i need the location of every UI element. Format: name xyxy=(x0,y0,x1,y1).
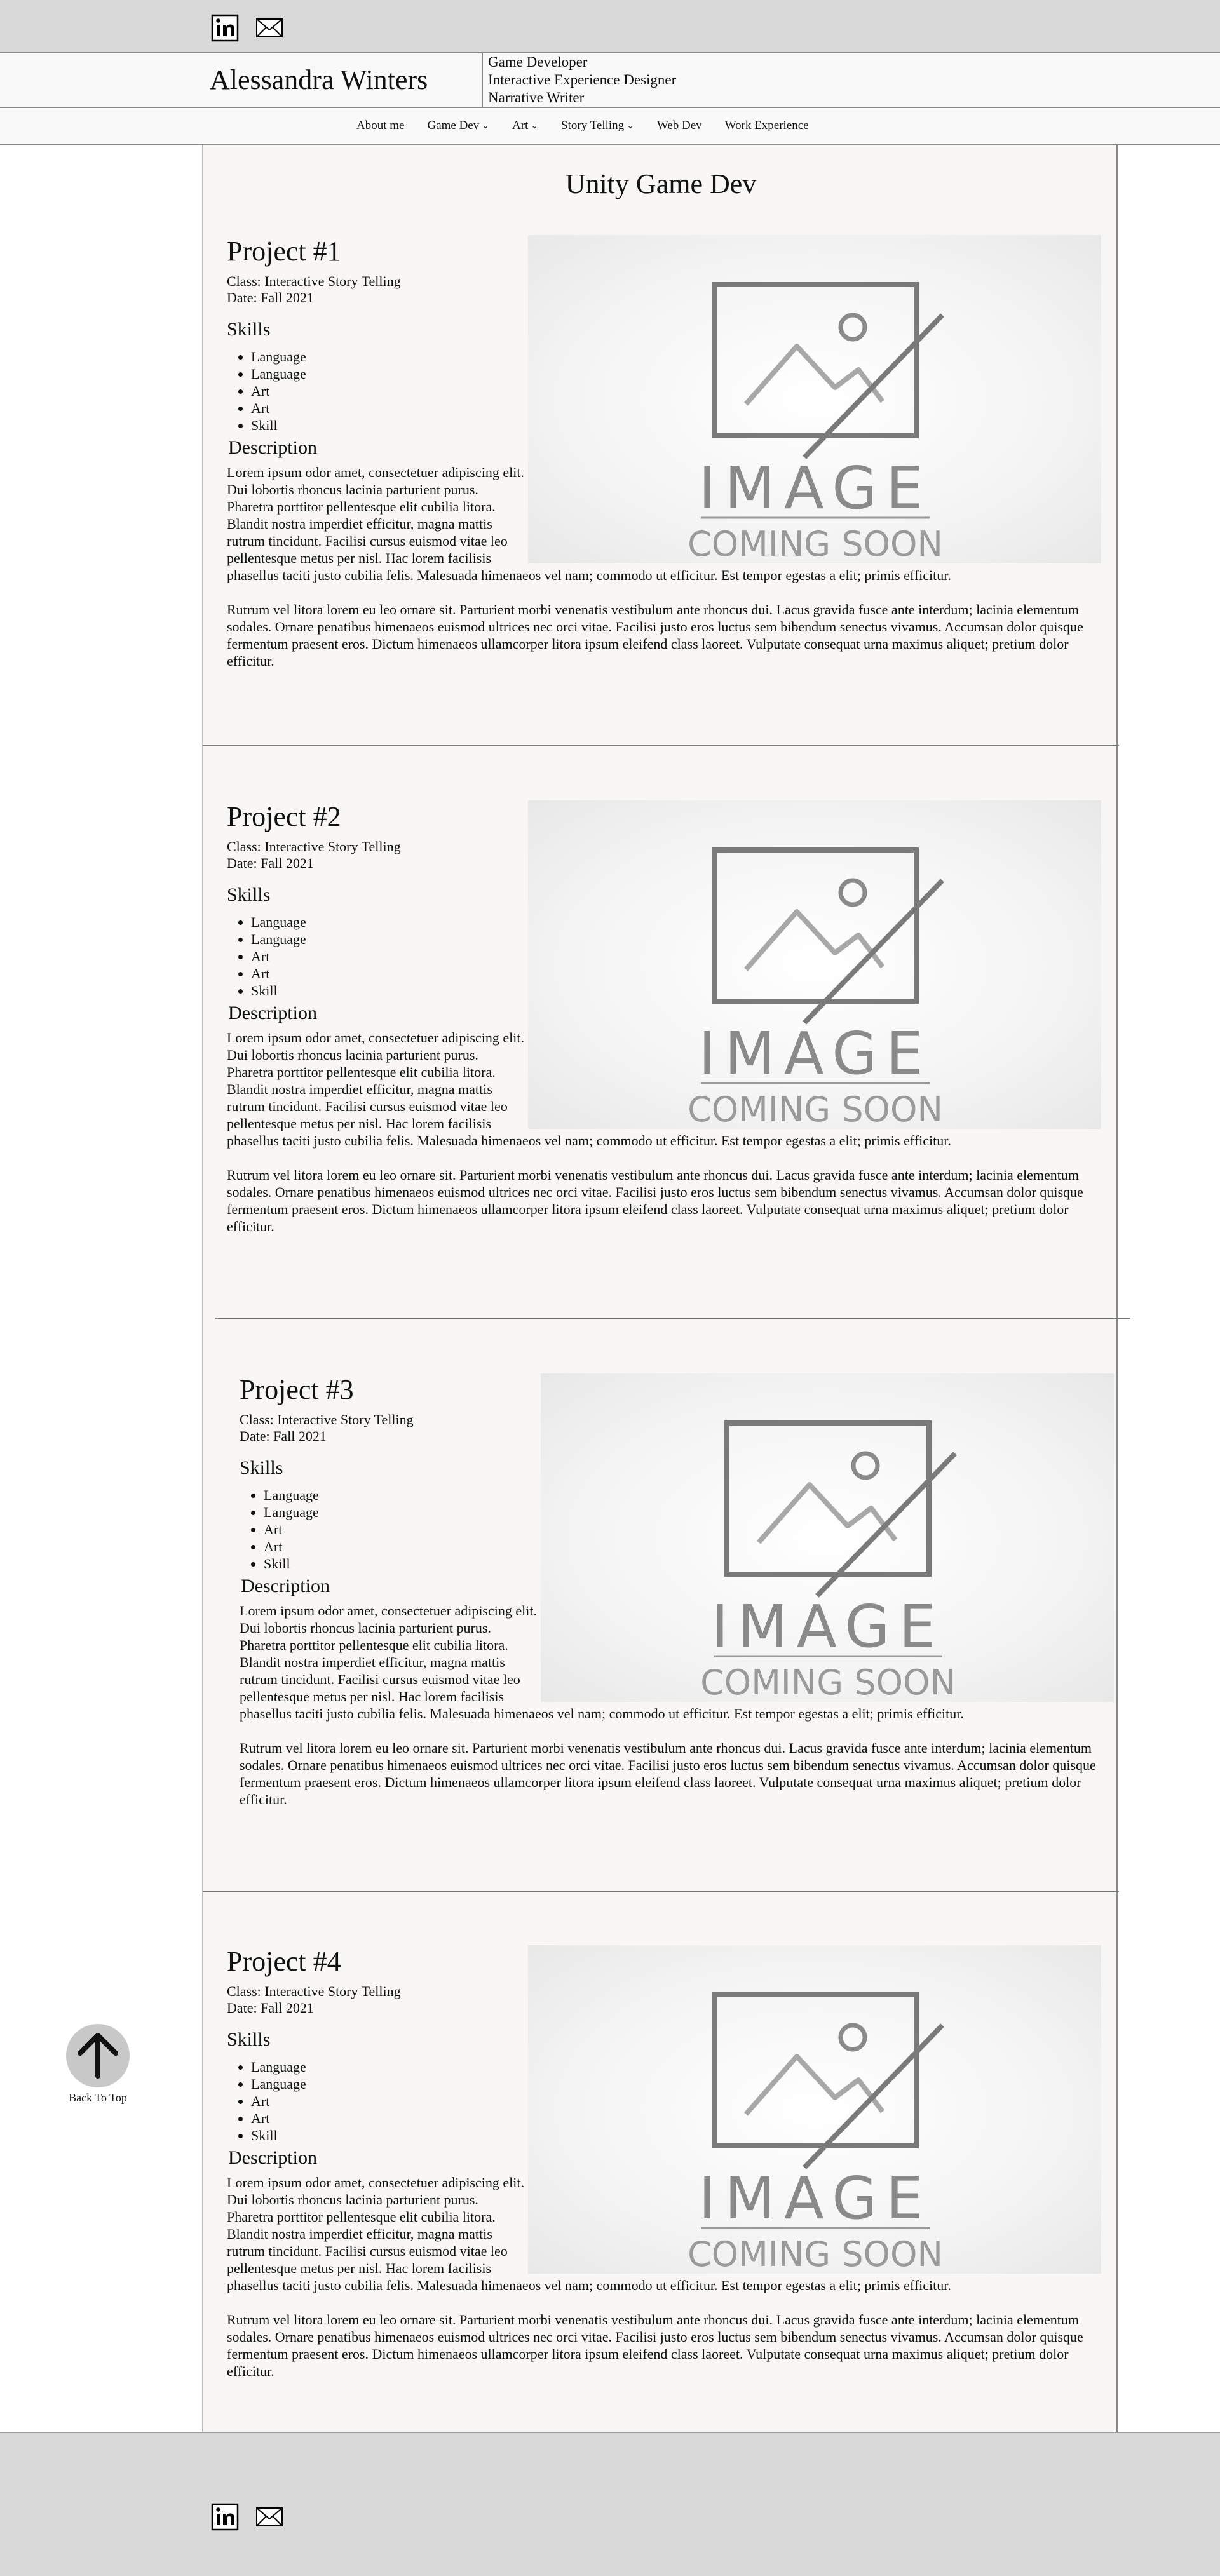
nav-item-work-experience[interactable] xyxy=(725,119,809,133)
skills-list xyxy=(227,914,306,999)
skill-item: • Skill xyxy=(251,982,306,999)
project-card xyxy=(215,1373,1132,1856)
project-date: Date: Fall 2021 xyxy=(227,290,314,306)
image-line1: IMAGE xyxy=(698,454,932,522)
linkedin-icon xyxy=(210,13,240,43)
main-nav xyxy=(0,109,1220,145)
description-heading: Description xyxy=(241,1575,330,1596)
role-item: Narrative Writer xyxy=(488,90,585,105)
nav-label: Story Telling xyxy=(561,119,625,132)
project-class: Class: Interactive Story Telling xyxy=(227,273,401,289)
project-card xyxy=(203,235,1119,718)
project-meta xyxy=(227,273,401,306)
linkedin-icon xyxy=(210,2502,240,2532)
skill-item: • Art xyxy=(251,2110,306,2127)
project-meta xyxy=(227,839,401,872)
nav-label: Web Dev xyxy=(656,119,702,132)
arrow-up-icon xyxy=(66,2024,130,2087)
nav-label: Art xyxy=(512,119,529,132)
description-paragraph: Rutrum vel litora lorem eu leo ornare sit. Parturient morbi venenatis vestibulum ante rhoncus dui. Lacus gravida fusce ante interdum; lacinia elementum sodales. Ornare penatibus himenaeos euismod ultrices nec orci vitae. Facilisi justo eros luctus sem bibendum senectus vivamus. Accumsan dolor quisque fermentum praesent eros. Dictum himenaeos ullamcorper litora ipsum eleifend class laoreet. Vulputate consequat urna maximus aliquet; pretium dolor efficitur. xyxy=(227,602,1083,669)
description-paragraph: Lorem ipsum odor amet, consectetuer adipiscing elit. Dui lobortis rhoncus lacinia parturient purus. Pharetra porttitor pellentesque elit cubilia litora. Blandit nostra imperdiet efficitur, magna mattis rutrum tincidunt. Facilisi cursus euismod vitae leo pellentesque metus per nisl. Hac lorem facilisis phasellus taciti justo cubilia felis. Malesuada himenaeos vel nam; commodo ut efficitur. Est tempor egestas a elit; primis efficitur. xyxy=(227,464,951,583)
section-divider xyxy=(203,1891,1119,1892)
skill-item: • Art xyxy=(251,382,306,400)
image-line1: IMAGE xyxy=(698,1020,932,1088)
email-link[interactable] xyxy=(254,2502,285,2532)
description-heading: Description xyxy=(228,1002,317,1023)
image-float-spacer xyxy=(524,788,1097,1116)
skill-item: • Language xyxy=(251,931,306,948)
description-heading: Description xyxy=(228,2147,317,2168)
skills-heading: Skills xyxy=(240,1457,283,1478)
section-divider xyxy=(203,745,1119,746)
skills-list xyxy=(227,2058,306,2144)
nav-label: Game Dev xyxy=(427,119,480,132)
image-line2: COMING SOON xyxy=(688,524,943,563)
skill-item: • Art xyxy=(264,1521,319,1538)
linkedin-link[interactable] xyxy=(210,2502,240,2532)
project-date: Date: Fall 2021 xyxy=(240,1428,327,1444)
skill-item: • Language xyxy=(264,1504,319,1521)
project-description xyxy=(240,1602,1110,1825)
project-title: Project #4 xyxy=(227,1946,341,1977)
role-list xyxy=(488,53,676,107)
section-divider xyxy=(215,1318,1130,1319)
skill-item: • Art xyxy=(251,948,306,965)
skills-heading: Skills xyxy=(227,2029,271,2050)
footer xyxy=(0,2432,1220,2576)
description-paragraph: Rutrum vel litora lorem eu leo ornare sit. Parturient morbi venenatis vestibulum ante rhoncus dui. Lacus gravida fusce ante interdum; lacinia elementum sodales. Ornare penatibus himenaeos euismod ultrices nec orci vitae. Facilisi justo eros luctus sem bibendum senectus vivamus. Accumsan dolor quisque fermentum praesent eros. Dictum himenaeos ullamcorper litora ipsum eleifend class laoreet. Vulputate consequat urna maximus aliquet; pretium dolor efficitur. xyxy=(227,2312,1083,2379)
skills-list xyxy=(227,348,306,434)
project-title: Project #2 xyxy=(227,801,341,832)
site-header xyxy=(0,52,1220,108)
skill-item: • Language xyxy=(251,2058,306,2075)
description-paragraph: Lorem ipsum odor amet, consectetuer adipiscing elit. Dui lobortis rhoncus lacinia parturient purus. Pharetra porttitor pellentesque elit cubilia litora. Blandit nostra imperdiet efficitur, magna mattis rutrum tincidunt. Facilisi cursus euismod vitae leo pellentesque metus per nisl. Hac lorem facilisis phasellus taciti justo cubilia felis. Malesuada himenaeos vel nam; commodo ut efficitur. Est tempor egestas a elit; primis efficitur. xyxy=(240,1603,964,1722)
image-line2: COMING SOON xyxy=(700,1662,956,1702)
project-class: Class: Interactive Story Telling xyxy=(227,1983,401,1999)
nav-label: About me xyxy=(356,119,405,132)
skill-item: • Art xyxy=(251,2093,306,2110)
skill-item: • Skill xyxy=(251,2127,306,2144)
nav-item-story-telling[interactable] xyxy=(561,119,634,133)
project-class: Class: Interactive Story Telling xyxy=(240,1412,414,1427)
image-float-spacer xyxy=(524,222,1097,551)
image-line2: COMING SOON xyxy=(688,2234,943,2274)
skill-item: • Skill xyxy=(251,417,306,434)
image-line2: COMING SOON xyxy=(688,1089,943,1129)
project-meta xyxy=(240,1412,414,1445)
mail-icon xyxy=(254,13,285,43)
project-class: Class: Interactive Story Telling xyxy=(227,839,401,854)
description-paragraph: Rutrum vel litora lorem eu leo ornare sit. Parturient morbi venenatis vestibulum ante rhoncus dui. Lacus gravida fusce ante interdum; lacinia elementum sodales. Ornare penatibus himenaeos euismod ultrices nec orci vitae. Facilisi justo eros luctus sem bibendum senectus vivamus. Accumsan dolor quisque fermentum praesent eros. Dictum himenaeos ullamcorper litora ipsum eleifend class laoreet. Vulputate consequat urna maximus aliquet; pretium dolor efficitur. xyxy=(227,1167,1083,1234)
back-to-top-circle xyxy=(66,2024,130,2087)
description-paragraph: Lorem ipsum odor amet, consectetuer adipiscing elit. Dui lobortis rhoncus lacinia parturient purus. Pharetra porttitor pellentesque elit cubilia litora. Blandit nostra imperdiet efficitur, magna mattis rutrum tincidunt. Facilisi cursus euismod vitae leo pellentesque metus per nisl. Hac lorem facilisis phasellus taciti justo cubilia felis. Malesuada himenaeos vel nam; commodo ut efficitur. Est tempor egestas a elit; primis efficitur. xyxy=(227,1030,951,1149)
description-paragraph: Lorem ipsum odor amet, consectetuer adipiscing elit. Dui lobortis rhoncus lacinia parturient purus. Pharetra porttitor pellentesque elit cubilia litora. Blandit nostra imperdiet efficitur, magna mattis rutrum tincidunt. Facilisi cursus euismod vitae leo pellentesque metus per nisl. Hac lorem facilisis phasellus taciti justo cubilia felis. Malesuada himenaeos vel nam; commodo ut efficitur. Est tempor egestas a elit; primis efficitur. xyxy=(227,2175,951,2293)
nav-label: Work Experience xyxy=(724,119,809,132)
back-to-top-button[interactable] xyxy=(62,2024,133,2105)
image-float-spacer xyxy=(524,1932,1097,2261)
chevron-down-icon: ⌄ xyxy=(482,121,489,131)
skill-item: • Art xyxy=(264,1538,319,1555)
project-description xyxy=(227,464,1097,687)
linkedin-link[interactable] xyxy=(210,13,240,43)
project-meta xyxy=(227,1983,401,2016)
project-date: Date: Fall 2021 xyxy=(227,855,314,871)
skill-item: • Art xyxy=(251,965,306,982)
role-item: Interactive Experience Designer xyxy=(488,72,677,88)
skill-item: • Language xyxy=(251,2075,306,2093)
mail-icon xyxy=(254,2502,285,2532)
skill-item: • Language xyxy=(264,1487,319,1504)
page-title: Unity Game Dev xyxy=(565,168,757,199)
project-card xyxy=(203,1945,1119,2428)
skill-item: • Language xyxy=(251,365,306,382)
main-content xyxy=(202,145,1118,2432)
project-title: Project #1 xyxy=(227,236,341,267)
project-description xyxy=(227,1029,1097,1252)
top-social-bar xyxy=(0,0,1220,52)
description-paragraph: Rutrum vel litora lorem eu leo ornare sit. Parturient morbi venenatis vestibulum ante rhoncus dui. Lacus gravida fusce ante interdum; lacinia elementum sodales. Ornare penatibus himenaeos euismod ultrices nec orci vitae. Facilisi justo eros luctus sem bibendum senectus vivamus. Accumsan dolor quisque fermentum praesent eros. Dictum himenaeos ullamcorper litora ipsum eleifend class laoreet. Vulputate consequat urna maximus aliquet; pretium dolor efficitur. xyxy=(240,1740,1096,1807)
social-links xyxy=(210,13,285,43)
image-line1: IMAGE xyxy=(698,2164,932,2232)
image-line1: IMAGE xyxy=(711,1593,945,1661)
footer-social-links xyxy=(210,2502,285,2532)
chevron-down-icon: ⌄ xyxy=(531,121,539,131)
chevron-down-icon: ⌄ xyxy=(627,121,634,131)
skills-list xyxy=(240,1487,319,1572)
site-name: Alessandra Winters xyxy=(210,64,428,95)
project-title: Project #3 xyxy=(240,1374,354,1405)
image-float-spacer xyxy=(537,1361,1110,1689)
skill-item: • Language xyxy=(251,348,306,365)
role-item: Game Developer xyxy=(488,54,588,70)
skill-item: • Art xyxy=(251,400,306,417)
header-divider xyxy=(482,53,483,107)
project-description xyxy=(227,2174,1097,2397)
nav-item-about[interactable] xyxy=(356,119,404,133)
nav-item-web-dev[interactable] xyxy=(657,119,702,133)
skills-heading: Skills xyxy=(227,319,271,340)
project-date: Date: Fall 2021 xyxy=(227,2000,314,2016)
description-heading: Description xyxy=(228,437,317,458)
project-card xyxy=(203,800,1119,1283)
skill-item: • Skill xyxy=(264,1555,319,1572)
nav-item-art[interactable] xyxy=(512,119,538,133)
email-link[interactable] xyxy=(254,13,285,43)
skills-heading: Skills xyxy=(227,884,271,905)
nav-item-game-dev[interactable] xyxy=(427,119,489,133)
back-to-top-label: Back To Top xyxy=(69,2091,127,2104)
skill-item: • Language xyxy=(251,914,306,931)
